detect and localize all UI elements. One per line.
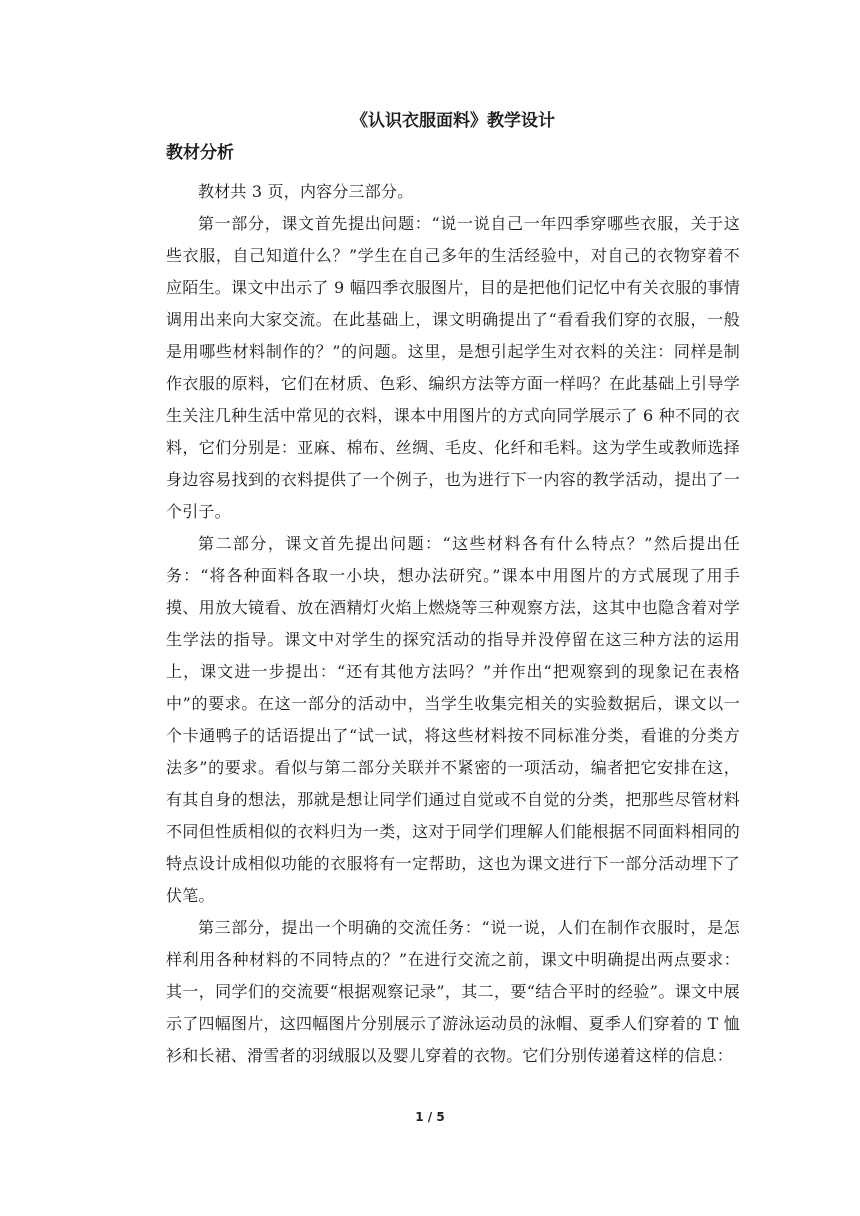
paragraph-part-one: 第一部分，课文首先提出问题：“说一说自己一年四季穿哪些衣服，关于这些衣服，自己知道什么？”学生在自己多年的生活经验中，对自己的衣物穿着不应陌生。课文中出示了 9 幅四季衣服图片，目的是把他们记忆中有关衣服的事情调用出来向大家交流。在此基础上，课文明确提出了“看看我们穿的衣服，一般是用哪些材料制作的？”的问题。这里，是想引起学生对衣料的关注：同样是制作衣服的原料，它们在材质、色彩、编织方法等方面一样吗？在此基础上引导学生关注几种生活中常见的衣料，课本中用图片的方式向同学展示了 6 种不同的衣料，它们分别是：亚麻、棉布、丝绸、毛皮、化纤和毛料。这为学生或教师选择身边容易找到的衣料提供了一个例子，也为进行下一内容的教学活动，提出了一个引子。 <box>166 214 740 521</box>
document-body <box>166 108 740 1072</box>
paragraph-part-two: 第二部分，课文首先提出问题：“这些材料各有什么特点？”然后提出任务：“将各种面料各取一小块，想办法研究。”课本中用图片的方式展现了用手摸、用放大镜看、放在酒精灯火焰上燃烧等三种观察方法，这其中也隐含着对学生学法的指导。课文中对学生的探究活动的指导并没停留在这三种方法的运用上，课文进一步提出：“还有其他方法吗？”并作出“把观察到的现象记在表格中”的要求。在这一部分的活动中，当学生收集完相关的实验数据后，课文以一个卡通鸭子的话语提出了“试一试，将这些材料按不同标准分类，看谁的分类方法多”的要求。看似与第二部分关联并不紧密的一项活动，编者把它安排在这，有其自身的想法，那就是想让同学们通过自觉或不自觉的分类，把那些尽管材料不同但性质相似的衣料归为一类，这对于同学们理解人们能根据不同面料相同的特点设计成相似功能的衣服将有一定帮助，这也为课文进行下一部分活动埋下了伏笔。 <box>166 534 740 905</box>
section-heading: 教材分析 <box>166 143 234 163</box>
document-title: 《认识衣服面料》教学设计 <box>351 111 555 131</box>
paragraph-intro: 教材共 3 页，内容分三部分。 <box>198 182 414 201</box>
page-number: 1 / 5 <box>415 1110 445 1124</box>
paragraph-part-three: 第三部分，提出一个明确的交流任务：“说一说，人们在制作衣服时，是怎样利用各种材料的不同特点的？”在进行交流之前，课文中明确提出两点要求：其一，同学们的交流要“根据观察记录”，其二，要“结合平时的经验”。课文中展示了四幅图片，这四幅图片分别展示了游泳运动员的泳帽、夏季人们穿着的 T 恤衫和长裙、滑雪者的羽绒服以及婴儿穿着的衣物。它们分别传递着这样的信息： <box>166 918 740 1065</box>
